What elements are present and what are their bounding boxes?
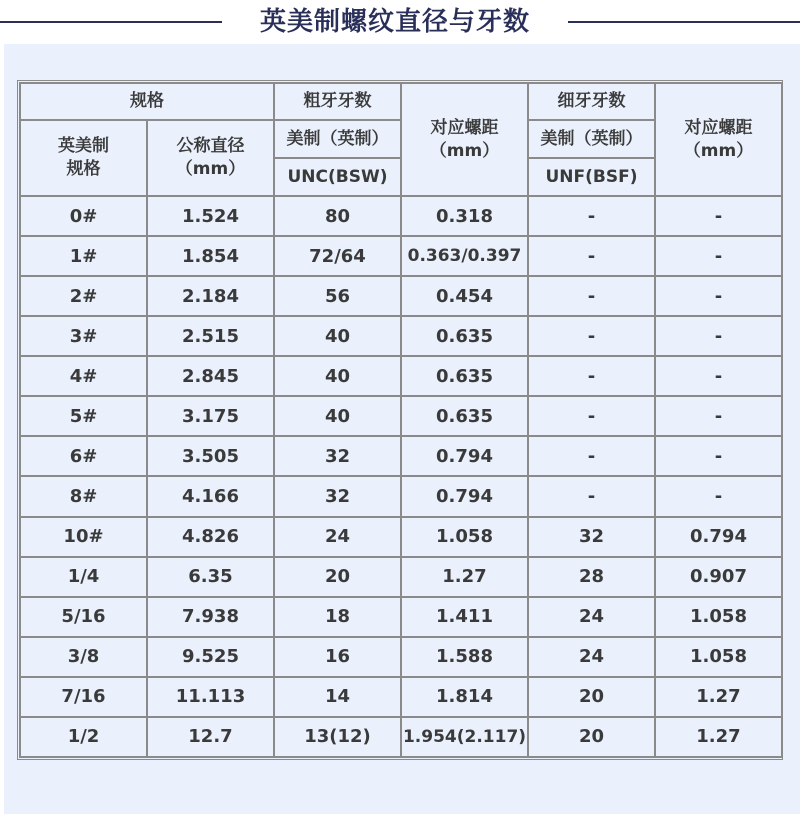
- cell-spec: 1/2: [20, 717, 147, 757]
- cell-unf-pitch: 1.27: [655, 677, 782, 717]
- cell-diameter: 2.845: [147, 356, 274, 396]
- table-row: [20, 517, 782, 557]
- cell-unc: 80: [274, 196, 401, 236]
- cell-unf-pitch: -: [655, 476, 782, 516]
- cell-unf: 20: [528, 677, 655, 717]
- table-row: [20, 717, 782, 757]
- header-fine-pitch: 对应螺距 （mm）: [655, 83, 782, 196]
- cell-diameter: 3.505: [147, 436, 274, 476]
- table-row: [20, 196, 782, 236]
- cell-unc-pitch: 1.27: [401, 557, 528, 597]
- cell-unf-pitch: -: [655, 436, 782, 476]
- cell-unc-pitch: 0.794: [401, 476, 528, 516]
- cell-unc-pitch: 0.635: [401, 316, 528, 356]
- cell-unc: 32: [274, 476, 401, 516]
- cell-unf-pitch: -: [655, 276, 782, 316]
- header-diameter: 公称直径 （mm）: [147, 120, 274, 196]
- cell-unc-pitch: 1.814: [401, 677, 528, 717]
- table-row: [20, 276, 782, 316]
- header-fine-sub: 美制（英制）: [528, 120, 655, 158]
- table-row: [20, 476, 782, 516]
- cell-unf-pitch: 1.27: [655, 717, 782, 757]
- header-fine-code: UNF(BSF): [528, 158, 655, 196]
- title-rule-left: [0, 21, 222, 23]
- cell-unf-pitch: 0.794: [655, 517, 782, 557]
- cell-unf: 28: [528, 557, 655, 597]
- table-row: [20, 316, 782, 356]
- cell-spec: 1/4: [20, 557, 147, 597]
- cell-unc-pitch: 1.588: [401, 637, 528, 677]
- cell-unf: 20: [528, 717, 655, 757]
- cell-unf: -: [528, 436, 655, 476]
- header-coarse-sub: 美制（英制）: [274, 120, 401, 158]
- cell-spec: 3/8: [20, 637, 147, 677]
- cell-spec: 6#: [20, 436, 147, 476]
- cell-unc: 14: [274, 677, 401, 717]
- thread-spec-table: [19, 82, 783, 758]
- cell-unc: 24: [274, 517, 401, 557]
- header-fine-group: 细牙牙数: [528, 83, 655, 120]
- cell-unf-pitch: -: [655, 196, 782, 236]
- table-row: [20, 557, 782, 597]
- page-title: 英美制螺纹直径与牙数: [259, 7, 530, 37]
- cell-unf: -: [528, 476, 655, 516]
- cell-diameter: 11.113: [147, 677, 274, 717]
- cell-diameter: 3.175: [147, 396, 274, 436]
- cell-unf-pitch: -: [655, 316, 782, 356]
- cell-unf: 32: [528, 517, 655, 557]
- cell-unf-pitch: -: [655, 396, 782, 436]
- cell-diameter: 7.938: [147, 597, 274, 637]
- cell-unc: 32: [274, 436, 401, 476]
- header-coarse-group: 粗牙牙数: [274, 83, 401, 120]
- cell-unf-pitch: 1.058: [655, 637, 782, 677]
- cell-spec: 5#: [20, 396, 147, 436]
- cell-diameter: 2.515: [147, 316, 274, 356]
- cell-unc: 40: [274, 396, 401, 436]
- cell-unc: 40: [274, 316, 401, 356]
- cell-spec: 1#: [20, 236, 147, 276]
- cell-unf: -: [528, 316, 655, 356]
- cell-unf: -: [528, 396, 655, 436]
- table-row: [20, 236, 782, 276]
- table-row: [20, 356, 782, 396]
- table-row: [20, 396, 782, 436]
- cell-unc: 13(12): [274, 717, 401, 757]
- cell-unc-pitch: 0.794: [401, 436, 528, 476]
- cell-unf-pitch: 1.058: [655, 597, 782, 637]
- cell-spec: 4#: [20, 356, 147, 396]
- cell-unc: 56: [274, 276, 401, 316]
- cell-unf: -: [528, 196, 655, 236]
- cell-spec: 2#: [20, 276, 147, 316]
- cell-unc-pitch: 0.363/0.397: [401, 236, 528, 276]
- table-row: [20, 677, 782, 717]
- cell-unf-pitch: 0.907: [655, 557, 782, 597]
- cell-unc-pitch: 0.454: [401, 276, 528, 316]
- cell-unf: -: [528, 276, 655, 316]
- cell-diameter: 4.826: [147, 517, 274, 557]
- cell-diameter: 2.184: [147, 276, 274, 316]
- cell-unc-pitch: 1.954(2.117): [401, 717, 528, 757]
- cell-unf: -: [528, 236, 655, 276]
- cell-unc-pitch: 1.411: [401, 597, 528, 637]
- cell-unf: 24: [528, 597, 655, 637]
- header-spec-group: 规格: [20, 83, 274, 120]
- cell-unf-pitch: -: [655, 236, 782, 276]
- cell-diameter: 1.854: [147, 236, 274, 276]
- header-coarse-pitch: 对应螺距 （mm）: [401, 83, 528, 196]
- cell-unc: 18: [274, 597, 401, 637]
- cell-unc: 20: [274, 557, 401, 597]
- cell-spec: 7/16: [20, 677, 147, 717]
- table-row: [20, 637, 782, 677]
- cell-diameter: 4.166: [147, 476, 274, 516]
- cell-spec: 10#: [20, 517, 147, 557]
- cell-spec: 8#: [20, 476, 147, 516]
- cell-unf: -: [528, 356, 655, 396]
- cell-diameter: 6.35: [147, 557, 274, 597]
- cell-spec: 5/16: [20, 597, 147, 637]
- cell-unc-pitch: 0.635: [401, 356, 528, 396]
- cell-unf-pitch: -: [655, 356, 782, 396]
- cell-spec: 0#: [20, 196, 147, 236]
- cell-unc: 40: [274, 356, 401, 396]
- cell-spec: 3#: [20, 316, 147, 356]
- cell-unf: 24: [528, 637, 655, 677]
- title-bar: [0, 0, 800, 44]
- header-coarse-code: UNC(BSW): [274, 158, 401, 196]
- cell-diameter: 12.7: [147, 717, 274, 757]
- cell-unc: 16: [274, 637, 401, 677]
- title-rule-right: [568, 21, 800, 23]
- table-row: [20, 436, 782, 476]
- cell-diameter: 1.524: [147, 196, 274, 236]
- table-row: [20, 597, 782, 637]
- cell-diameter: 9.525: [147, 637, 274, 677]
- cell-unc-pitch: 0.635: [401, 396, 528, 436]
- header-spec: 英美制 规格: [20, 120, 147, 196]
- cell-unc: 72/64: [274, 236, 401, 276]
- cell-unc-pitch: 1.058: [401, 517, 528, 557]
- cell-unc-pitch: 0.318: [401, 196, 528, 236]
